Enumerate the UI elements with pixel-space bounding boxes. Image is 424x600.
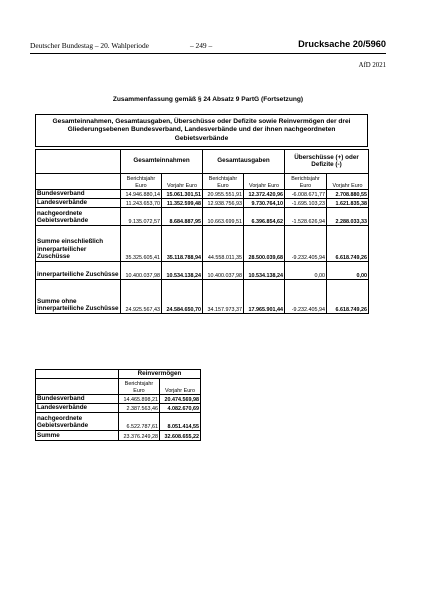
sub-header: Vorjahr Euro [160,379,201,395]
row-label: Landesverbände [36,199,121,208]
page-header [30,41,386,54]
cell: 0,00 [285,262,327,280]
cell: 10.534.138,24 [244,262,285,280]
cell: 9.730.764,10 [244,199,285,208]
cell: 10.534.138,24 [162,262,203,280]
row-label: Summe einschließlich innerparteilicher Zuschüsse [36,226,121,262]
title-line-1: Gesamteinnahmen, Gesamtausgaben, Überschüsse oder Defizite sowie Reinvermögen der drei [52,118,351,125]
cell: 44.558.011,35 [203,226,244,262]
group-header-income: Gesamteinnahmen [121,150,203,174]
row-label: Bundesverband [36,395,119,404]
cell: -1.528.626,94 [285,208,327,226]
cell: 35.118.788,94 [162,226,203,262]
table-row [36,395,201,404]
cell: 32.608.655,22 [160,431,201,441]
title-box [35,114,368,147]
cell: 0,00 [327,262,369,280]
cell: 23.376.249,28 [119,431,160,441]
row-label: Summe ohne innerparteiliche Zuschüsse [36,280,121,314]
cell: 1.621.835,38 [327,199,369,208]
sub-header: Berichtsjahr Euro [119,379,160,395]
row-label: nachgeordnete Gebietsverbände [36,208,121,226]
cell: 24.925.567,43 [121,280,162,314]
cell: -9.232.405,94 [285,226,327,262]
cell: 4.082.670,69 [160,404,201,413]
cell: 11.352.599,48 [162,199,203,208]
cell: 28.500.039,68 [244,226,285,262]
row-label: Landesverbände [36,404,119,413]
table-row [36,413,201,431]
sub-header: Vorjahr Euro [244,174,285,190]
title-line-3: Gebietsverbände [174,134,229,142]
cell: 10.400.037,98 [203,262,244,280]
cell: 10.400.037,98 [121,262,162,280]
cell: 8.051.414,55 [160,413,201,431]
page-number: – 249 – [190,41,213,50]
cell: 8.684.887,95 [162,208,203,226]
cell: 2.288.033,33 [327,208,369,226]
header-left: Deutscher Bundestag – 20. Wahlperiode [30,41,149,50]
sub-header: Berichtsjahr Euro [203,174,244,190]
cell: 14.946.880,14 [121,190,162,199]
title-line-2: Gliederungsebenen Bundesverband, Landesverbände und der ihnen nachgeordneten [67,126,336,134]
cell: 6.396.854,62 [244,208,285,226]
group-header-surplus: Überschüsse (+) oder Defizite (-) [285,150,369,174]
cell: 2.387.563,46 [119,404,160,413]
table-row [36,431,201,441]
cell: 12.938.756,93 [203,199,244,208]
group-header-expenses: Gesamtausgaben [203,150,285,174]
cell: 11.243.653,70 [121,199,162,208]
table-sub-header-row [36,379,201,395]
cell: 6.618.749,26 [327,280,369,314]
sub-header: Berichtsjahr Euro [121,174,162,190]
cell: -1.695.103,23 [285,199,327,208]
party-tag: AfD 2021 [358,62,386,69]
cell: 24.584.650,70 [162,280,203,314]
cell: -6.008.671,77 [285,190,327,199]
table-row [36,226,369,262]
sub-header: Vorjahr Euro [162,174,203,190]
row-label: nachgeordnete Gebietsverbände [36,413,119,431]
cell: 9.135.072,57 [121,208,162,226]
cell: 34.157.973,37 [203,280,244,314]
sub-header: Vorjahr Euro [327,174,369,190]
group-header-net-assets: Reinvermögen [119,370,201,379]
cell: 15.061.301,51 [162,190,203,199]
row-label: Bundesverband [36,190,121,199]
cell: 2.708.880,55 [327,190,369,199]
table-row [36,280,369,314]
corner-cell [36,370,119,379]
table-sub-header-row [36,174,369,190]
table-row [36,404,201,413]
cell: 17.965.901,44 [244,280,285,314]
sub-header: Berichtsjahr Euro [285,174,327,190]
cell: 6.522.787,61 [119,413,160,431]
income-expense-table [35,149,369,314]
cell: 12.372.420,96 [244,190,285,199]
table-row [36,262,369,280]
table-row [36,190,369,199]
row-label: innerparteiliche Zuschüsse [36,262,121,280]
corner-cell [36,150,121,174]
cell: 10.663.699,51 [203,208,244,226]
cell: 20.955.551,91 [203,190,244,199]
table-group-header-row [36,370,201,379]
cell: 14.465.898,21 [119,395,160,404]
cell: 20.474.569,98 [160,395,201,404]
cell: 6.618.749,26 [327,226,369,262]
table-row [36,199,369,208]
cell: 35.325.605,41 [121,226,162,262]
cell: -9.232.405,94 [285,280,327,314]
net-assets-table [35,369,201,441]
row-label: Summe [36,431,119,441]
table-row [36,208,369,226]
document-number: Drucksache 20/5960 [298,39,386,49]
section-subtitle: Zusammenfassung gemäß § 24 Absatz 9 PartG (Fortsetzung) [112,96,304,103]
table-group-header-row [36,150,369,174]
